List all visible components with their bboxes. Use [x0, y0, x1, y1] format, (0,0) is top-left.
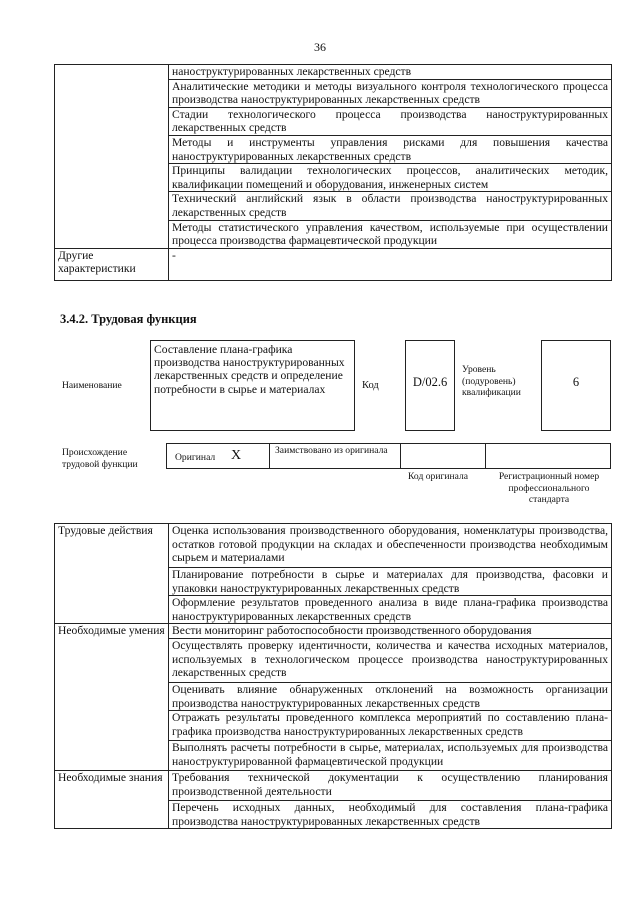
function-table — [54, 523, 612, 829]
skills-label: Необходимые умения — [55, 624, 169, 771]
skill-item: Вести мониторинг работоспособности производственного оборудования — [169, 624, 612, 639]
knowledge-item: Методы статистического управления качеством, используемые при осуществлении процесса производства фармацевтической продукции — [169, 220, 612, 248]
action-item: Планирование потребности в сырье и материалах для производства, фасовки и упаковки наноструктурированных лекарственных средств — [169, 568, 612, 596]
other-characteristics-value: - — [169, 248, 612, 280]
reg-number-label: Регистрационный номер профессионального стандарта — [498, 471, 600, 505]
level-box — [541, 340, 611, 431]
borrowed-cell — [269, 443, 401, 469]
skill-item: Выполнять расчеты потребности в сырье, материалах, используемых для производства наноструктурированной фармацевтической продукции — [169, 741, 612, 771]
reg-number-cell — [485, 443, 611, 469]
knowledge-item: наноструктурированных лекарственных средств — [169, 65, 612, 80]
code-value: D/02.6 — [412, 375, 448, 389]
knowledge-item: Аналитические методики и методы визуального контроля технологического процесса производства наноструктурированных лекарственных средств — [169, 79, 612, 107]
action-item: Оценка использования производственного оборудования, номенклатуры производства, остатков готовой продукции на складах и обеспеченности производства необходимым сырьем и материалами — [169, 524, 612, 568]
original-label: Оригинал — [175, 452, 216, 463]
knowledge-item: Методы и инструменты управления рисками для повышения качества наноструктурированных лекарственных средств — [169, 135, 612, 163]
function-name-box — [150, 340, 355, 431]
continuation-table — [54, 64, 612, 281]
code-label: Код — [362, 380, 379, 391]
function-name: Составление плана-графика производства наноструктурированных лекарственных средств и определение потребности в сырье и материалах — [154, 343, 345, 396]
level-value: 6 — [572, 375, 580, 389]
knowledge-item: Перечень исходных данных, необходимый для составления плана-графика производства наноструктурированных лекарственных средств — [169, 801, 612, 829]
knowledge-label: Необходимые знания — [55, 771, 169, 829]
name-label: Наименование — [62, 380, 122, 391]
code-original-cell — [400, 443, 486, 469]
action-item: Оформление результатов проведенного анализа в виде плана-графика производства наноструктурированных лекарственных средств — [169, 596, 612, 624]
code-original-label: Код оригинала — [408, 471, 469, 482]
original-cell — [166, 443, 270, 469]
borrowed-label: Заимствовано из оригинала — [275, 445, 388, 456]
knowledge-item: Принципы валидации технологических процессов, аналитических методик, квалификации помещений и оборудования, инженерных систем — [169, 164, 612, 192]
empty-label-cell — [55, 65, 169, 249]
other-characteristics-label: Другие характеристики — [55, 248, 169, 280]
level-label: Уровень (подуровень) квалификации — [462, 364, 521, 398]
section-title: 3.4.2. Трудовая функция — [60, 312, 197, 326]
knowledge-item: Стадии технологического процесса производства наноструктурированных лекарственных средств — [169, 107, 612, 135]
page-number: 36 — [314, 40, 326, 54]
original-mark: X — [231, 448, 242, 463]
skill-item: Осуществлять проверку идентичности, количества и качества исходных материалов, используемых в технологическом процессе производства наноструктурированных лекарственных средств — [169, 638, 612, 682]
knowledge-item: Технический английский язык в области производства наноструктурированных лекарственных средств — [169, 192, 612, 220]
skill-item: Отражать результаты проведенного комплекса мероприятий по составлению плана-графика производства наноструктурированных лекарственных средств — [169, 711, 612, 741]
code-box — [405, 340, 455, 431]
actions-label: Трудовые действия — [55, 524, 169, 624]
skill-item: Оценивать влияние обнаруженных отклонений на возможность организации производства наноструктурированных лекарственных средств — [169, 682, 612, 710]
origin-label: Происхождение трудовой функции — [62, 447, 138, 470]
knowledge-item: Требования технической документации к осуществлению планирования производственной деятельности — [169, 771, 612, 801]
